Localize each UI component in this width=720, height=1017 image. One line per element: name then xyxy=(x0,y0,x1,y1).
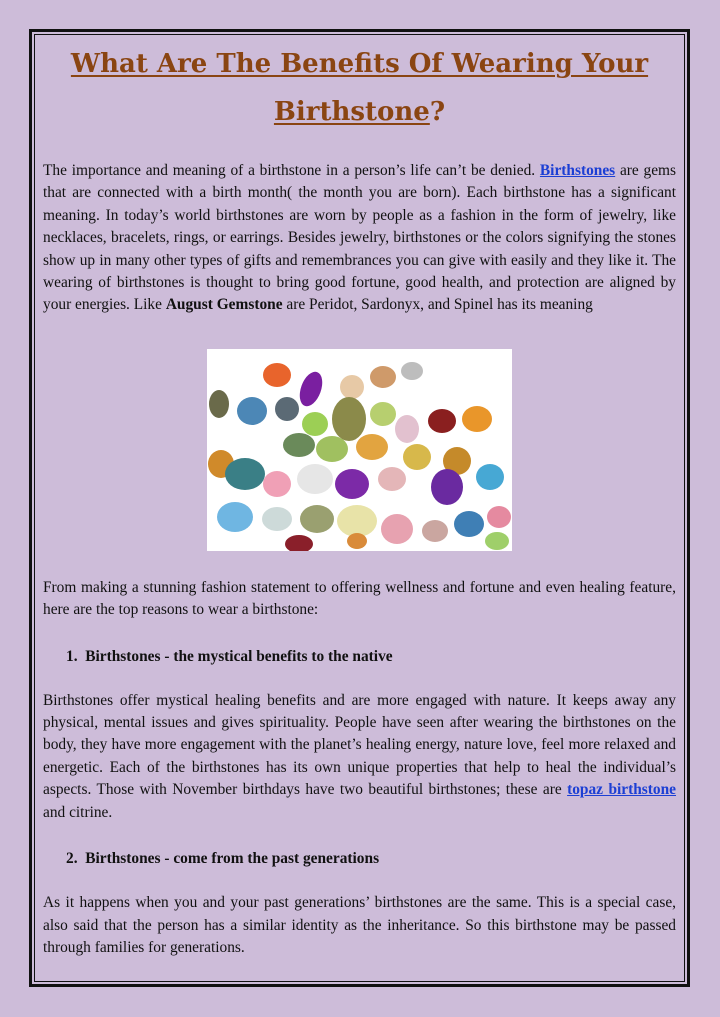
gemstones-image xyxy=(207,349,512,551)
section-number-1: 1. xyxy=(66,647,78,665)
section-2-paragraph: As it happens when you and your past generations’ birthstones are the same. This is a special case, also said that the person has a similar identity as the inheritance. So this birthstone may be passed through families for generations. xyxy=(43,894,676,956)
intro-text-1: The importance and meaning of a birthstone in a person’s life can’t be denied. xyxy=(43,162,540,179)
page-title xyxy=(43,40,676,136)
section-heading-2 xyxy=(43,848,676,870)
topaz-birthstone-link[interactable]: topaz birthstone xyxy=(567,781,677,799)
birthstones-link[interactable]: Birthstones xyxy=(539,162,616,179)
title-line1: What Are The Benefits Of Wearing Your xyxy=(70,49,649,79)
title-line2: Birthstone xyxy=(273,97,430,127)
article xyxy=(43,40,676,959)
title-qmark: ? xyxy=(429,97,446,127)
section-heading-1-text: Birthstones - the mystical benefits to the native xyxy=(85,647,393,665)
section-heading-2-text: Birthstones - come from the past generations xyxy=(85,850,380,868)
section-1-text-1: Birthstones offer mystical healing benefits and are more engaged with nature. It keeps away any physical, mental issues and gives spirituality. People have seen after wearing the birthstones on the body, they have more engagement with the planet’s healing energy, nature love, feel more relaxed and energetic. Each of the birthstones has its own unique properties that help to heal the individual’s aspects. Those with November birthdays have two beautiful birthstones; these are xyxy=(43,691,676,799)
section-1-text-2: and citrine. xyxy=(43,803,113,821)
section-heading-1 xyxy=(43,646,676,668)
reasons-intro-paragraph: From making a stunning fashion statement to offering wellness and fortune and even healing feature, here are the top reasons to wear a birthstone: xyxy=(43,578,676,619)
intro-paragraph xyxy=(43,160,676,317)
august-gemstone-bold: August Gemstone xyxy=(165,296,283,314)
section-1-paragraph xyxy=(43,690,676,824)
intro-text-2: are gems that are connected with a birth month( the month you are born). Each birthstone has a significant meaning. In today’s world birthstones are worn by people as a fashion in the form of jewelry, like necklaces, bracelets, rings, or earrings. Besides jewelry, birthstones or the colors signifying the stones show up in many other types of gifts and remembrances you can give with easily and they like it. The wearing of birthstones is thought to bring good fortune, good health, and protection are aligned by your energies. Like xyxy=(43,162,676,314)
section-number-2: 2. xyxy=(66,850,78,868)
intro-text-3: are Peridot, Sardonyx, and Spinel has its meaning xyxy=(282,296,593,314)
